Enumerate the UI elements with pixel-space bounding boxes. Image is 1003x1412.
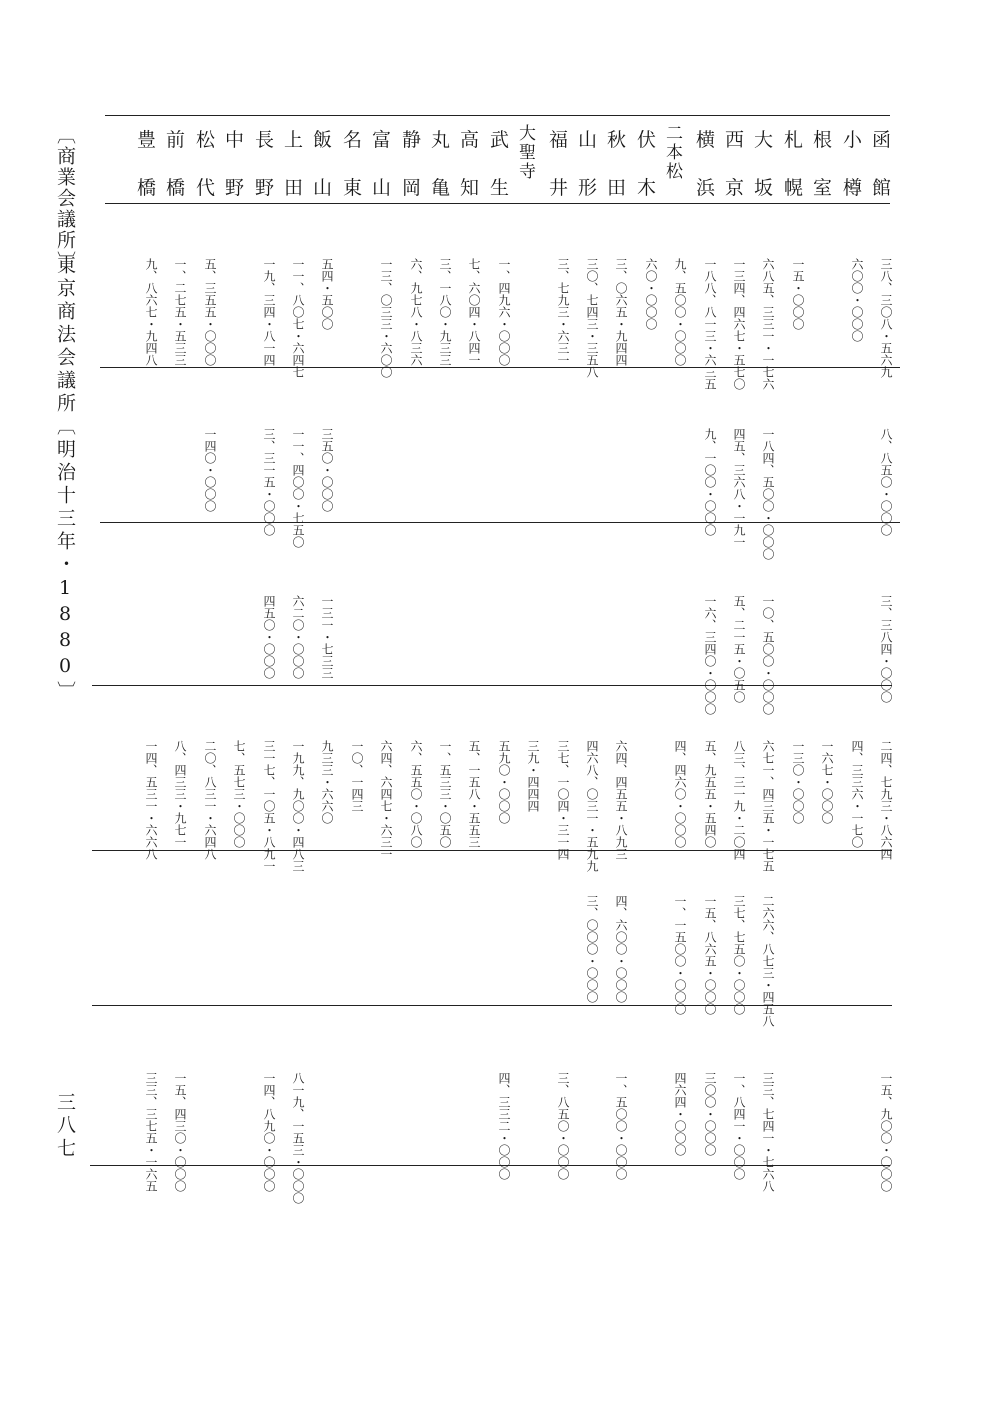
table-cell: 一五・〇〇〇 — [791, 258, 805, 330]
table-cell: 一六七・〇〇〇 — [820, 740, 834, 824]
table-cell: 一五、八六五・〇〇〇 — [703, 895, 717, 1015]
table-cell: 八三、三一九・二〇四 — [732, 740, 746, 860]
table-cell: 八一九、一五三・〇〇〇 — [291, 1072, 305, 1204]
city-name-char: 山 — [578, 129, 599, 151]
table-cell: 一八四、五〇〇・〇〇〇 — [761, 428, 775, 560]
city-name-char: 大 — [754, 129, 775, 151]
table-cell: 一三四、四六七・五七〇 — [732, 258, 746, 390]
table-cell: 三〇〇・〇〇〇 — [703, 1072, 717, 1156]
table-cell: 六〇〇・〇〇〇 — [850, 258, 864, 342]
table-cell: 三五〇・〇〇〇 — [320, 428, 334, 512]
section-label: 〔商業会議所〕 — [54, 125, 76, 272]
city-name-char: 坂 — [754, 177, 775, 199]
table-cell: 一九九、九〇〇・四八三 — [291, 740, 305, 872]
table-cell: 一一、四〇〇・七五〇 — [291, 428, 305, 548]
city-name-char: 田 — [607, 177, 628, 199]
page-number: 三八七 — [54, 1092, 76, 1161]
table-cell: 七、五七三・〇〇〇 — [232, 740, 246, 848]
city-name — [578, 125, 608, 200]
table-cell: 一八八、八一三・六三五 — [703, 258, 717, 390]
document-title: 東京商法会議所〔明治十三年・1880〕 — [54, 255, 76, 704]
city-name-char: 浜 — [696, 177, 717, 199]
table-cell: 三〇、七四三・三五八 — [585, 258, 599, 378]
table-cell: 五四・五〇〇 — [320, 258, 334, 330]
city-name-char: 田 — [284, 177, 305, 199]
table-cell: 一三一・七三三 — [320, 595, 334, 679]
city-name-char: 横 — [696, 129, 717, 151]
city-name-char: 福 — [549, 129, 570, 151]
table-cell: 一、八四一・〇〇〇 — [732, 1072, 746, 1180]
city-name-char: 高 — [460, 129, 481, 151]
table-cell: 四五、三六八・一九一 — [732, 428, 746, 548]
city-name-char: 代 — [196, 177, 217, 199]
table-rule-header — [105, 203, 890, 204]
table-cell: 六二〇・〇〇〇 — [291, 595, 305, 679]
city-name-char: 秋 — [607, 129, 628, 151]
city-name — [666, 125, 696, 200]
city-name — [166, 125, 196, 200]
table-cell: 三八、三〇八・五六九 — [879, 258, 893, 378]
table-cell: 四、三三二・〇〇〇 — [497, 1072, 511, 1180]
table-cell: 九三三・六六〇 — [320, 740, 334, 824]
table-cell: 一、五〇〇・〇〇〇 — [614, 1072, 628, 1180]
city-name — [490, 125, 520, 200]
city-name-char: 山 — [313, 177, 334, 199]
table-cell: 一、二七五・五三三 — [173, 258, 187, 366]
table-cell: 一、一五〇〇・〇〇〇 — [673, 895, 687, 1015]
city-name — [696, 125, 726, 200]
city-name-char: 館 — [872, 177, 893, 199]
city-name-char: 野 — [255, 177, 276, 199]
table-cell: 一三〇・〇〇〇 — [791, 740, 805, 824]
table-cell: 四六四・〇〇〇 — [673, 1072, 687, 1156]
city-name-char: 野 — [225, 177, 246, 199]
city-name — [313, 125, 343, 200]
city-name — [754, 125, 784, 200]
city-name-char: 知 — [460, 177, 481, 199]
table-cell: 一、五三三・〇五〇 — [438, 740, 452, 848]
city-name-char: 京 — [725, 177, 746, 199]
table-cell: 三七、七五〇・〇〇〇 — [732, 895, 746, 1015]
table-top-rule — [105, 115, 890, 116]
table-rule-1 — [100, 367, 900, 368]
table-cell: 六四、六四七・六三一 — [379, 740, 393, 860]
table-cell: 六〇・〇〇〇 — [644, 258, 658, 330]
table-cell: 三七、一〇四・三一四 — [556, 740, 570, 860]
table-cell: 一四、八九〇・〇〇〇 — [262, 1072, 276, 1192]
table-cell: 一〇、一四三 — [350, 740, 364, 812]
table-cell: 三、三八四・〇〇〇 — [879, 595, 893, 703]
table-cell: 一六、三四〇・〇〇〇 — [703, 595, 717, 715]
table-cell: 一〇、五〇〇・〇〇〇 — [761, 595, 775, 715]
city-name — [137, 125, 167, 200]
city-name — [402, 125, 432, 200]
city-name-char: 幌 — [784, 177, 805, 199]
table-cell: 二四、七九三・八六四 — [879, 740, 893, 860]
table-cell: 六、五五〇・〇八〇 — [409, 740, 423, 848]
city-name-char: 大 — [519, 124, 537, 144]
city-name-char: 室 — [813, 177, 834, 199]
table-cell: 三九・四四四 — [526, 740, 540, 812]
table-cell: 一五、四三〇・〇〇〇 — [173, 1072, 187, 1192]
city-name-char: 本 — [666, 143, 684, 164]
table-cell: 七、六〇四・八四一 — [467, 258, 481, 366]
table-cell: 一一、八〇七・六四七 — [291, 258, 305, 378]
city-name — [255, 125, 285, 200]
table-cell: 四、三三六・一七〇 — [850, 740, 864, 848]
city-name-char: 岡 — [402, 177, 423, 199]
city-name-char: 西 — [725, 129, 746, 151]
table-cell: 九、五〇〇・〇〇〇 — [673, 258, 687, 366]
city-name — [813, 125, 843, 200]
table-cell: 四、六〇〇・〇〇〇 — [614, 895, 628, 1003]
city-name — [872, 125, 902, 200]
city-name — [725, 125, 755, 200]
table-cell: 四五〇・〇〇〇 — [262, 595, 276, 679]
table-cell: 八、四三三・九七一 — [173, 740, 187, 848]
table-cell: 一五、九〇〇・〇〇〇 — [879, 1072, 893, 1192]
table-cell: 三、一八〇・九三三 — [438, 258, 452, 366]
city-name-char: 形 — [578, 177, 599, 199]
table-cell: 三三、七四一・七六八 — [761, 1072, 775, 1192]
city-name — [607, 125, 637, 200]
table-cell: 二〇、八三一・六四八 — [203, 740, 217, 860]
city-name — [343, 125, 373, 200]
city-name-char: 木 — [637, 177, 658, 199]
city-name-char: 前 — [166, 129, 187, 151]
table-cell: 六四、四五五・八九三 — [614, 740, 628, 860]
city-name — [519, 125, 549, 200]
city-name — [431, 125, 461, 200]
city-name-char: 橋 — [166, 177, 187, 199]
table-cell: 六八五、三三一・一七六 — [761, 258, 775, 390]
city-name-char: 二 — [666, 124, 684, 144]
city-name — [372, 125, 402, 200]
city-name-char: 札 — [784, 129, 805, 151]
city-name-char: 長 — [255, 129, 276, 151]
city-name-char: 松 — [196, 129, 217, 151]
city-name-char: 函 — [872, 129, 893, 151]
city-name-char: 寺 — [519, 162, 537, 183]
table-cell: 九、一〇〇・〇〇〇 — [703, 428, 717, 536]
city-name-char: 井 — [549, 177, 570, 199]
table-cell: 五、一五八・五五三 — [467, 740, 481, 848]
city-name-char: 根 — [813, 129, 834, 151]
table-cell: 三、〇六五・九四四 — [614, 258, 628, 366]
city-name-char: 樽 — [843, 177, 864, 199]
city-name — [637, 125, 667, 200]
city-name-char: 丸 — [431, 129, 452, 151]
city-name-char: 松 — [666, 162, 684, 183]
city-name-char: 生 — [490, 177, 511, 199]
city-name-char: 亀 — [431, 177, 452, 199]
table-cell: 五、三五五・〇〇〇 — [203, 258, 217, 366]
table-cell: 四六八、〇三一・五九九 — [585, 740, 599, 872]
table-cell: 六七一、四三五・一七五 — [761, 740, 775, 872]
table-cell: 一九、三四・八一四 — [262, 258, 276, 366]
city-name — [549, 125, 579, 200]
city-name — [196, 125, 226, 200]
city-name — [225, 125, 255, 200]
city-name-char: 富 — [372, 129, 393, 151]
city-name-char: 東 — [343, 177, 364, 199]
table-cell: 三一七、一〇五・八九一 — [262, 740, 276, 872]
table-cell: 六、九七八・八三六 — [409, 258, 423, 366]
table-cell: 八、八五〇・〇〇〇 — [879, 428, 893, 536]
table-cell: 五、九五五・五四〇 — [703, 740, 717, 848]
table-cell: 三三、三七五・一六五 — [144, 1072, 158, 1192]
table-cell: 一四、五三一・六六八 — [144, 740, 158, 860]
table-cell: 三、〇〇〇・〇〇〇 — [585, 895, 599, 1003]
city-name-char: 山 — [372, 177, 393, 199]
city-name-char: 武 — [490, 129, 511, 151]
table-cell: 二六六、八七三・四五八 — [761, 895, 775, 1027]
table-cell: 三、八五〇・〇〇〇 — [556, 1072, 570, 1180]
city-name-char: 豊 — [137, 129, 158, 151]
table-cell: 九、八六七・九四八 — [144, 258, 158, 366]
city-name-char: 聖 — [519, 143, 537, 164]
table-cell: 一三、〇三三・六〇〇 — [379, 258, 393, 378]
table-cell: 一、四九六・〇〇〇 — [497, 258, 511, 366]
city-name — [460, 125, 490, 200]
table-cell: 四、四六〇・〇〇〇 — [673, 740, 687, 848]
city-name-char: 飯 — [313, 129, 334, 151]
city-name — [284, 125, 314, 200]
table-cell: 三、三一五・〇〇〇 — [262, 428, 276, 536]
table-cell: 一四〇・〇〇〇 — [203, 428, 217, 512]
table-rule-2 — [100, 522, 900, 523]
city-name-char: 中 — [225, 129, 246, 151]
city-name-char: 名 — [343, 129, 364, 151]
table-cell: 五九〇・〇〇〇 — [497, 740, 511, 824]
city-name-char: 伏 — [637, 129, 658, 151]
city-name-char: 静 — [402, 129, 423, 151]
table-cell: 五、二一五・〇五〇 — [732, 595, 746, 703]
city-name-char: 小 — [843, 129, 864, 151]
city-name — [843, 125, 873, 200]
table-cell: 三、七九三・六三一 — [556, 258, 570, 366]
city-name-char: 橋 — [137, 177, 158, 199]
city-name — [784, 125, 814, 200]
city-name-char: 上 — [284, 129, 305, 151]
